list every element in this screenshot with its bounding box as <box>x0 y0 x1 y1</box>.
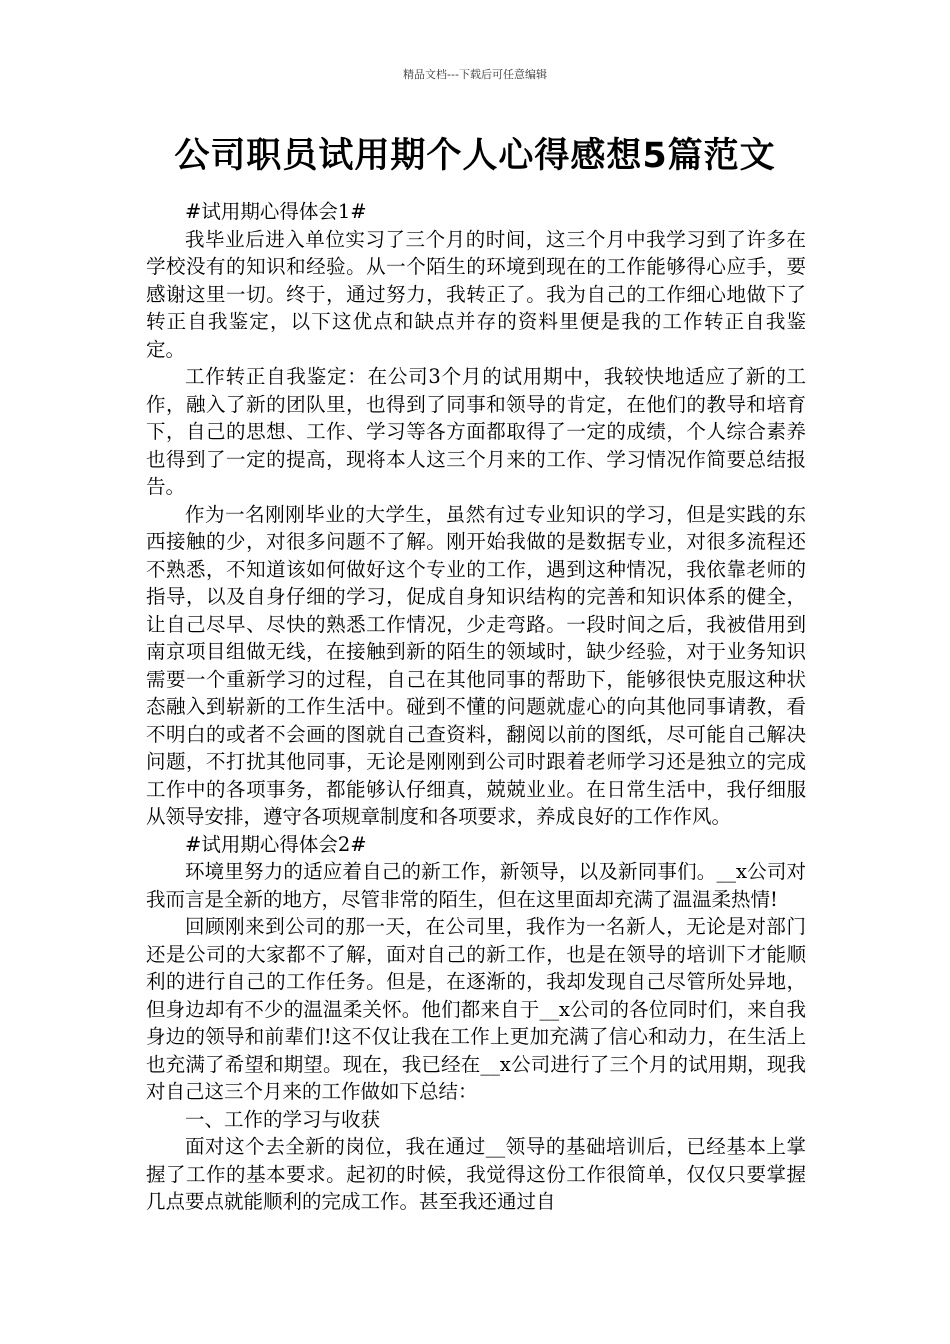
document-title: 公司职员试用期个人心得感想5篇范文 <box>174 136 776 176</box>
paragraph: 面对这个去全新的岗位，我在通过__领导的基础培训后，已经基本上掌握了工作的基本要求。起初的时候，我觉得这份工作很简单，仅仅只要掌握几点要点就能顺利的完成工作。甚至我还通过自 <box>146 1135 806 1213</box>
paragraph: 环境里努力的适应着自己的新工作，新领导，以及新同事们。__x公司对我而言是全新的地方，尽管非常的陌生，但在这里面却充满了温温柔热情! <box>146 860 806 911</box>
section-heading: 一、工作的学习与收获 <box>185 1107 381 1131</box>
paragraph: 作为一名刚刚毕业的大学生，虽然有过专业知识的学习，但是实践的东西接触的少，对很多问题不了解。刚开始我做的是数据专业，对很多流程还不熟悉，不知道该如何做好这个专业的工作，遇到这种情况，我依靠老师的指导，以及自身仔细的学习，促成自身知识结构的完善和知识体系的健全，让自己尽早、尽快的熟悉工作情况，少走弯路。一段时间之后，我被借用到南京项目组做无线，在接触到新的陌生的领域时，缺少经验，对于业务知识需要一个重新学习的过程，自己在其他同事的帮助下，能够很快克服这种状态融入到崭新的工作生活中。碰到不懂的问题就虚心的向其他同事请教，看不明白的或者不会画的图就自己查资料，翻阅以前的图纸，尽可能自己解决问题，不打扰其他同事，无论是刚刚到公司时跟着老师学习还是独立的完成工作中的各项事务，都能够认仔细真，兢兢业业。在日常生活中，我仔细服从领导安排，遵守各项规章制度和各项要求，养成良好的工作作风。 <box>146 502 806 828</box>
section-heading: #试用期心得体会2# <box>185 832 367 856</box>
document-body <box>146 198 806 1216</box>
section-heading: #试用期心得体会1# <box>185 200 367 223</box>
header-note: 精品文档---下载后可任意编辑 <box>403 68 547 81</box>
paragraph: 我毕业后进入单位实习了三个月的时间，这三个月中我学习到了许多在学校没有的知识和经验。从一个陌生的环境到现在的工作能够得心应手，要感谢这里一切。终于，通过努力，我转正了。我为自己的工作细心地做下了转正自我鉴定，以下这优点和缺点并存的资料里便是我的工作转正自我鉴定。 <box>146 227 806 361</box>
paragraph: 工作转正自我鉴定：在公司3个月的试用期中，我较快地适应了新的工作，融入了新的团队里，也得到了同事和领导的肯定，在他们的教导和培育下，自己的思想、工作、学习等各方面都取得了一定的成绩，个人综合素养也得到了一定的提高，现将本人这三个月来的工作、学习情况作简要总结报告。 <box>146 365 806 498</box>
paragraph: 回顾刚来到公司的那一天，在公司里，我作为一名新人，无论是对部门还是公司的大家都不了解，面对自己的新工作，也是在领导的培训下才能顺利的进行自己的工作任务。但是，在逐渐的，我却发现自己尽管所处异地，但身边却有不少的温温柔关怀。他们都来自于__x公司的各位同时们，来自我身边的领导和前辈们!这不仅让我在工作上更加充满了信心和动力，在生活上也充满了希望和期望。现在，我已经在__x公司进行了三个月的试用期，现我对自己这三个月来的工作做如下总结： <box>146 915 806 1103</box>
